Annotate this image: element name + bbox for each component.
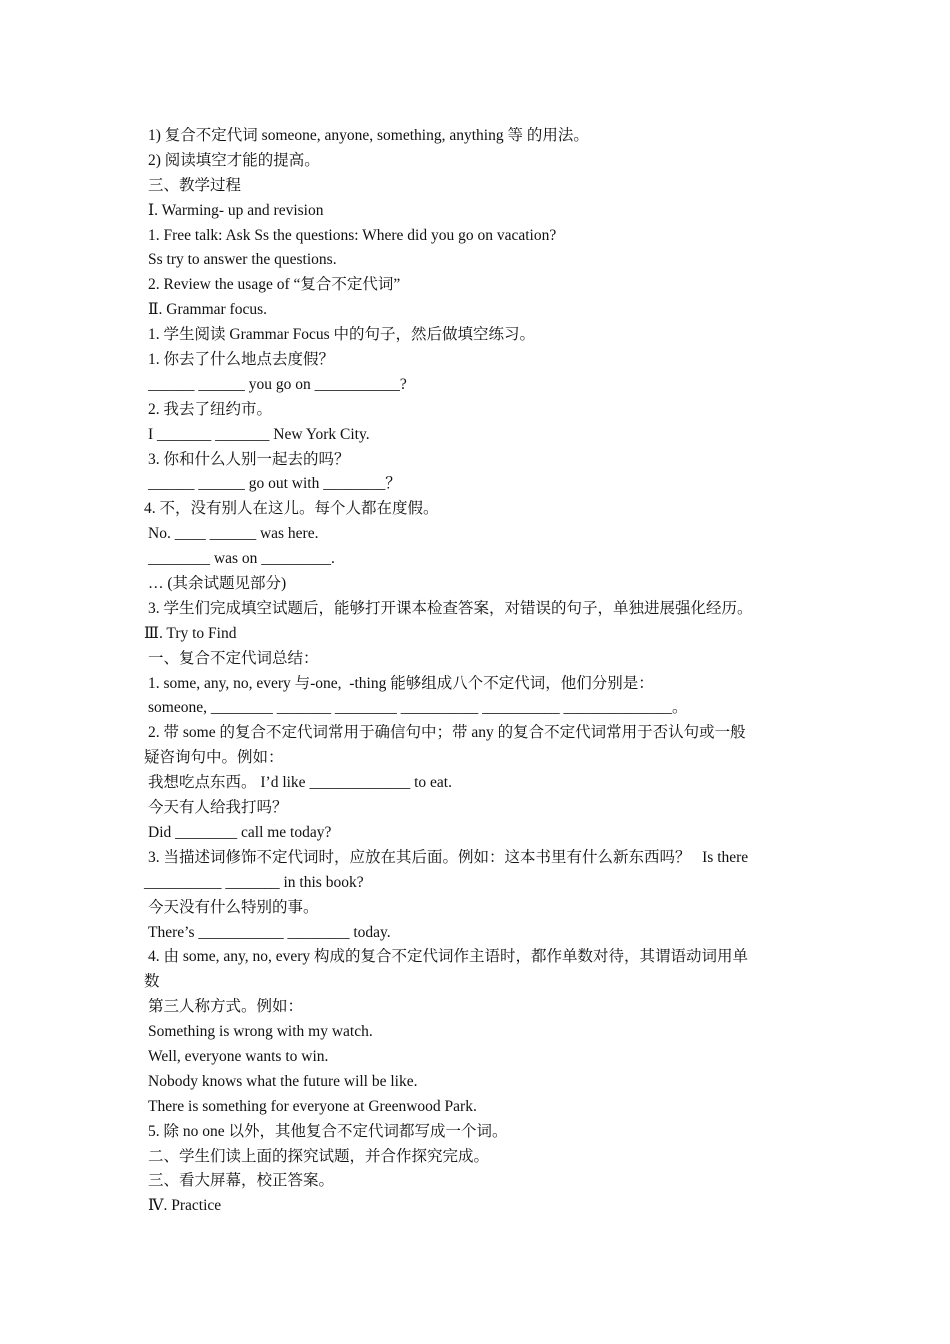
fill-blank-line: Did ________ call me today?	[148, 823, 332, 841]
text-line: 2. 我去了纽约市。	[148, 400, 273, 418]
fill-blank-line: __________ _______ in this book?	[144, 873, 364, 891]
section-heading: Ⅱ. Grammar focus.	[148, 301, 267, 319]
section-heading: Ⅳ. Practice	[148, 1197, 222, 1215]
text-line: Ss try to answer the questions.	[148, 251, 337, 269]
text-line: 二、学生们读上面的探究试题，并合作探究完成。	[148, 1147, 490, 1165]
example-sentence: Nobody knows what the future will be like.	[148, 1072, 418, 1090]
fill-blank-line: I _______ _______ New York City.	[148, 425, 370, 443]
example-sentence: Something is wrong with my watch.	[148, 1023, 373, 1041]
fill-blank-line: No. ____ ______ was here.	[148, 525, 319, 543]
text-line: 3. 学生们完成填空试题后，能够打开课本检查答案，对错误的句子，单独进展强化经历。	[148, 599, 753, 617]
document-body	[0, 124, 950, 1219]
text-line: 疑咨询句中。例如：	[144, 749, 284, 767]
text-line: 1) 复合不定代词 someone, anyone, something, anything 等 的用法。	[148, 127, 589, 144]
fill-blank-line: ______ ______ go out with ________？	[148, 475, 401, 493]
text-line: 5. 除 no one 以外，其他复合不定代词都写成一个词。	[148, 1122, 508, 1140]
section-heading: Ⅰ. Warming- up and revision	[148, 201, 324, 219]
text-line: 今天没有什么特别的事。	[148, 898, 319, 916]
text-line: 1. 学生阅读 Grammar Focus 中的句子，然后做填空练习。	[148, 326, 536, 344]
text-line: 4. 由 some, any, no, every 构成的复合不定代词作主语时，都作单数对待，其谓语动词用单	[148, 948, 749, 966]
text-line: 3. 当描述词修饰不定代词时，应放在其后面。例如：这本书里有什么新东西吗？ Is there	[148, 848, 749, 866]
fill-blank-line: 我想吃点东西。 I’d like _____________ to eat.	[148, 774, 452, 792]
section-heading: 一、复合不定代词总结：	[148, 649, 319, 667]
example-sentence: Well, everyone wants to win.	[148, 1047, 329, 1065]
text-line: 2) 阅读填空才能的提高。	[148, 151, 320, 169]
fill-blank-line: ________ was on _________.	[148, 550, 335, 568]
fill-blank-line: There’s ___________ ________ today.	[148, 923, 391, 941]
text-line: 今天有人给我打吗？	[148, 799, 288, 817]
text-line: … (其余试题见部分)	[148, 575, 287, 593]
section-heading: 三、教学过程	[148, 176, 242, 194]
text-line: 三、看大屏幕，校正答案。	[148, 1172, 335, 1190]
example-sentence: There is something for everyone at Greenwood Park.	[148, 1097, 477, 1115]
text-line: 1. some, any, no, every 与-one, -thing 能够组成八个不定代词，他们分别是：	[148, 674, 654, 692]
text-line: 3. 你和什么人别一起去的吗？	[148, 450, 350, 468]
text-line: 2. 带 some 的复合不定代词常用于确信句中；带 any 的复合不定代词常用于否认句或一般	[148, 724, 746, 742]
text-line: 数	[144, 973, 160, 991]
section-heading: Ⅲ. Try to Find	[144, 624, 237, 642]
fill-blank-line: ______ ______ you go on ___________?	[148, 375, 407, 393]
text-line: 第三人称方式。例如：	[148, 998, 304, 1016]
text-line: 1. 你去了什么地点去度假？	[148, 351, 335, 369]
text-line: 4. 不，没有别人在这儿。每个人都在度假。	[144, 500, 439, 518]
fill-blank-line: someone, ________ _______ ________ __________ __________ ______________。	[148, 699, 688, 717]
text-line: 1. Free talk: Ask Ss the questions: Where did you go on vacation?	[148, 226, 557, 244]
text-line: 2. Review the usage of “复合不定代词”	[148, 276, 401, 294]
